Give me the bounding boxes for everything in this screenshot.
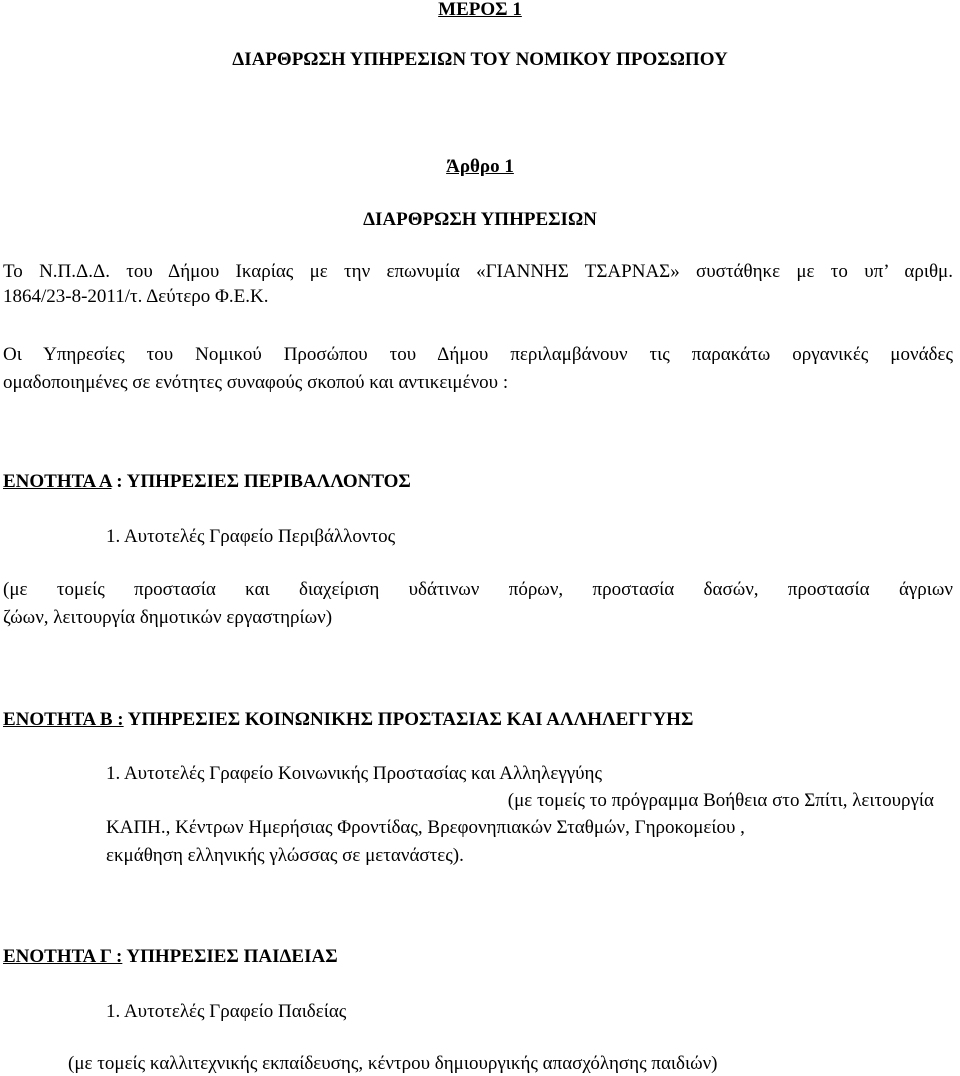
section-c-heading-rest: ΥΠΗΡΕΣΙΕΣ ΠΑΙΔΕΙΑΣ [122, 946, 338, 967]
section-b-desc-line-3: εκμάθηση ελληνικής γλώσσας σε μετανάστες). [106, 845, 464, 866]
section-a-heading [3, 470, 411, 494]
section-a-heading-rest: : ΥΠΗΡΕΣΙΕΣ ΠΕΡΙΒΑΛΛΟΝΤΟΣ [111, 471, 411, 492]
intro-line-2: 1864/23-8-2011/τ. Δεύτερο Φ.Ε.Κ. [3, 286, 269, 307]
part-title: ΜΕΡΟΣ 1 [438, 0, 522, 20]
section-a-desc-line-1: (με τομείς προστασία και διαχείριση υδάτινων πόρων, προστασία δασών, προστασία άγριων [3, 579, 953, 600]
paragraph-line-1: Οι Υπηρεσίες του Νομικού Προσώπου του Δήμου περιλαμβάνουν τις παρακάτω οργανικές μονάδες [3, 344, 953, 365]
section-c-heading [3, 945, 338, 969]
article-number: Άρθρο 1 [446, 156, 514, 177]
section-a-desc-line-2: ζώων, λειτουργία δημοτικών εργαστηρίων) [3, 607, 333, 628]
article-title: ΔΙΑΡΘΡΩΣΗ ΥΠΗΡΕΣΙΩΝ [363, 209, 597, 230]
section-b-item: 1. Αυτοτελές Γραφείο Κοινωνικής Προστασίας και Αλληλεγγύης [106, 763, 602, 784]
section-b-heading-rest: ΥΠΗΡΕΣΙΕΣ ΚΟΙΝΩΝΙΚΗΣ ΠΡΟΣΤΑΣΙΑΣ ΚΑΙ ΑΛΛΗΛΕΓΓΥΗΣ [123, 709, 694, 730]
section-b-desc-line-1: (με τομείς το πρόγραμμα Βοήθεια στο Σπίτι, λειτουργία [507, 790, 934, 811]
section-b-heading [3, 708, 693, 732]
intro-line-1: Το Ν.Π.Δ.Δ. του Δήμου Ικαρίας με την επωνυμία «ΓΙΑΝΝΗΣ ΤΣΑΡΝΑΣ» συστάθηκε με το υπ’ αριθμ. [3, 261, 953, 282]
section-b-desc-line-2: ΚΑΠΗ., Κέντρων Ημερήσιας Φροντίδας, Βρεφονηπιακών Σταθμών, Γηροκομείου , [106, 817, 745, 838]
section-a-item: 1. Αυτοτελές Γραφείο Περιβάλλοντος [106, 526, 396, 547]
section-a-heading-prefix: ΕΝΟΤΗΤΑ Α [3, 471, 112, 492]
part-subtitle: ΔΙΑΡΘΡΩΣΗ ΥΠΗΡΕΣΙΩΝ ΤΟΥ ΝΟΜΙΚΟΥ ΠΡΟΣΩΠΟΥ [232, 49, 728, 70]
section-c-desc-line-1: (με τομείς καλλιτεχνικής εκπαίδευσης, κέντρου δημιουργικής απασχόλησης παιδιών) [68, 1053, 718, 1074]
paragraph-line-2: ομαδοποιημένες σε ενότητες συναφούς σκοπού και αντικειμένου : [3, 372, 509, 393]
section-c-heading-prefix: ΕΝΟΤΗΤΑ Γ : [3, 946, 123, 967]
section-b-heading-prefix: ΕΝΟΤΗΤΑ Β : [3, 709, 124, 730]
section-c-item: 1. Αυτοτελές Γραφείο Παιδείας [106, 1001, 347, 1022]
